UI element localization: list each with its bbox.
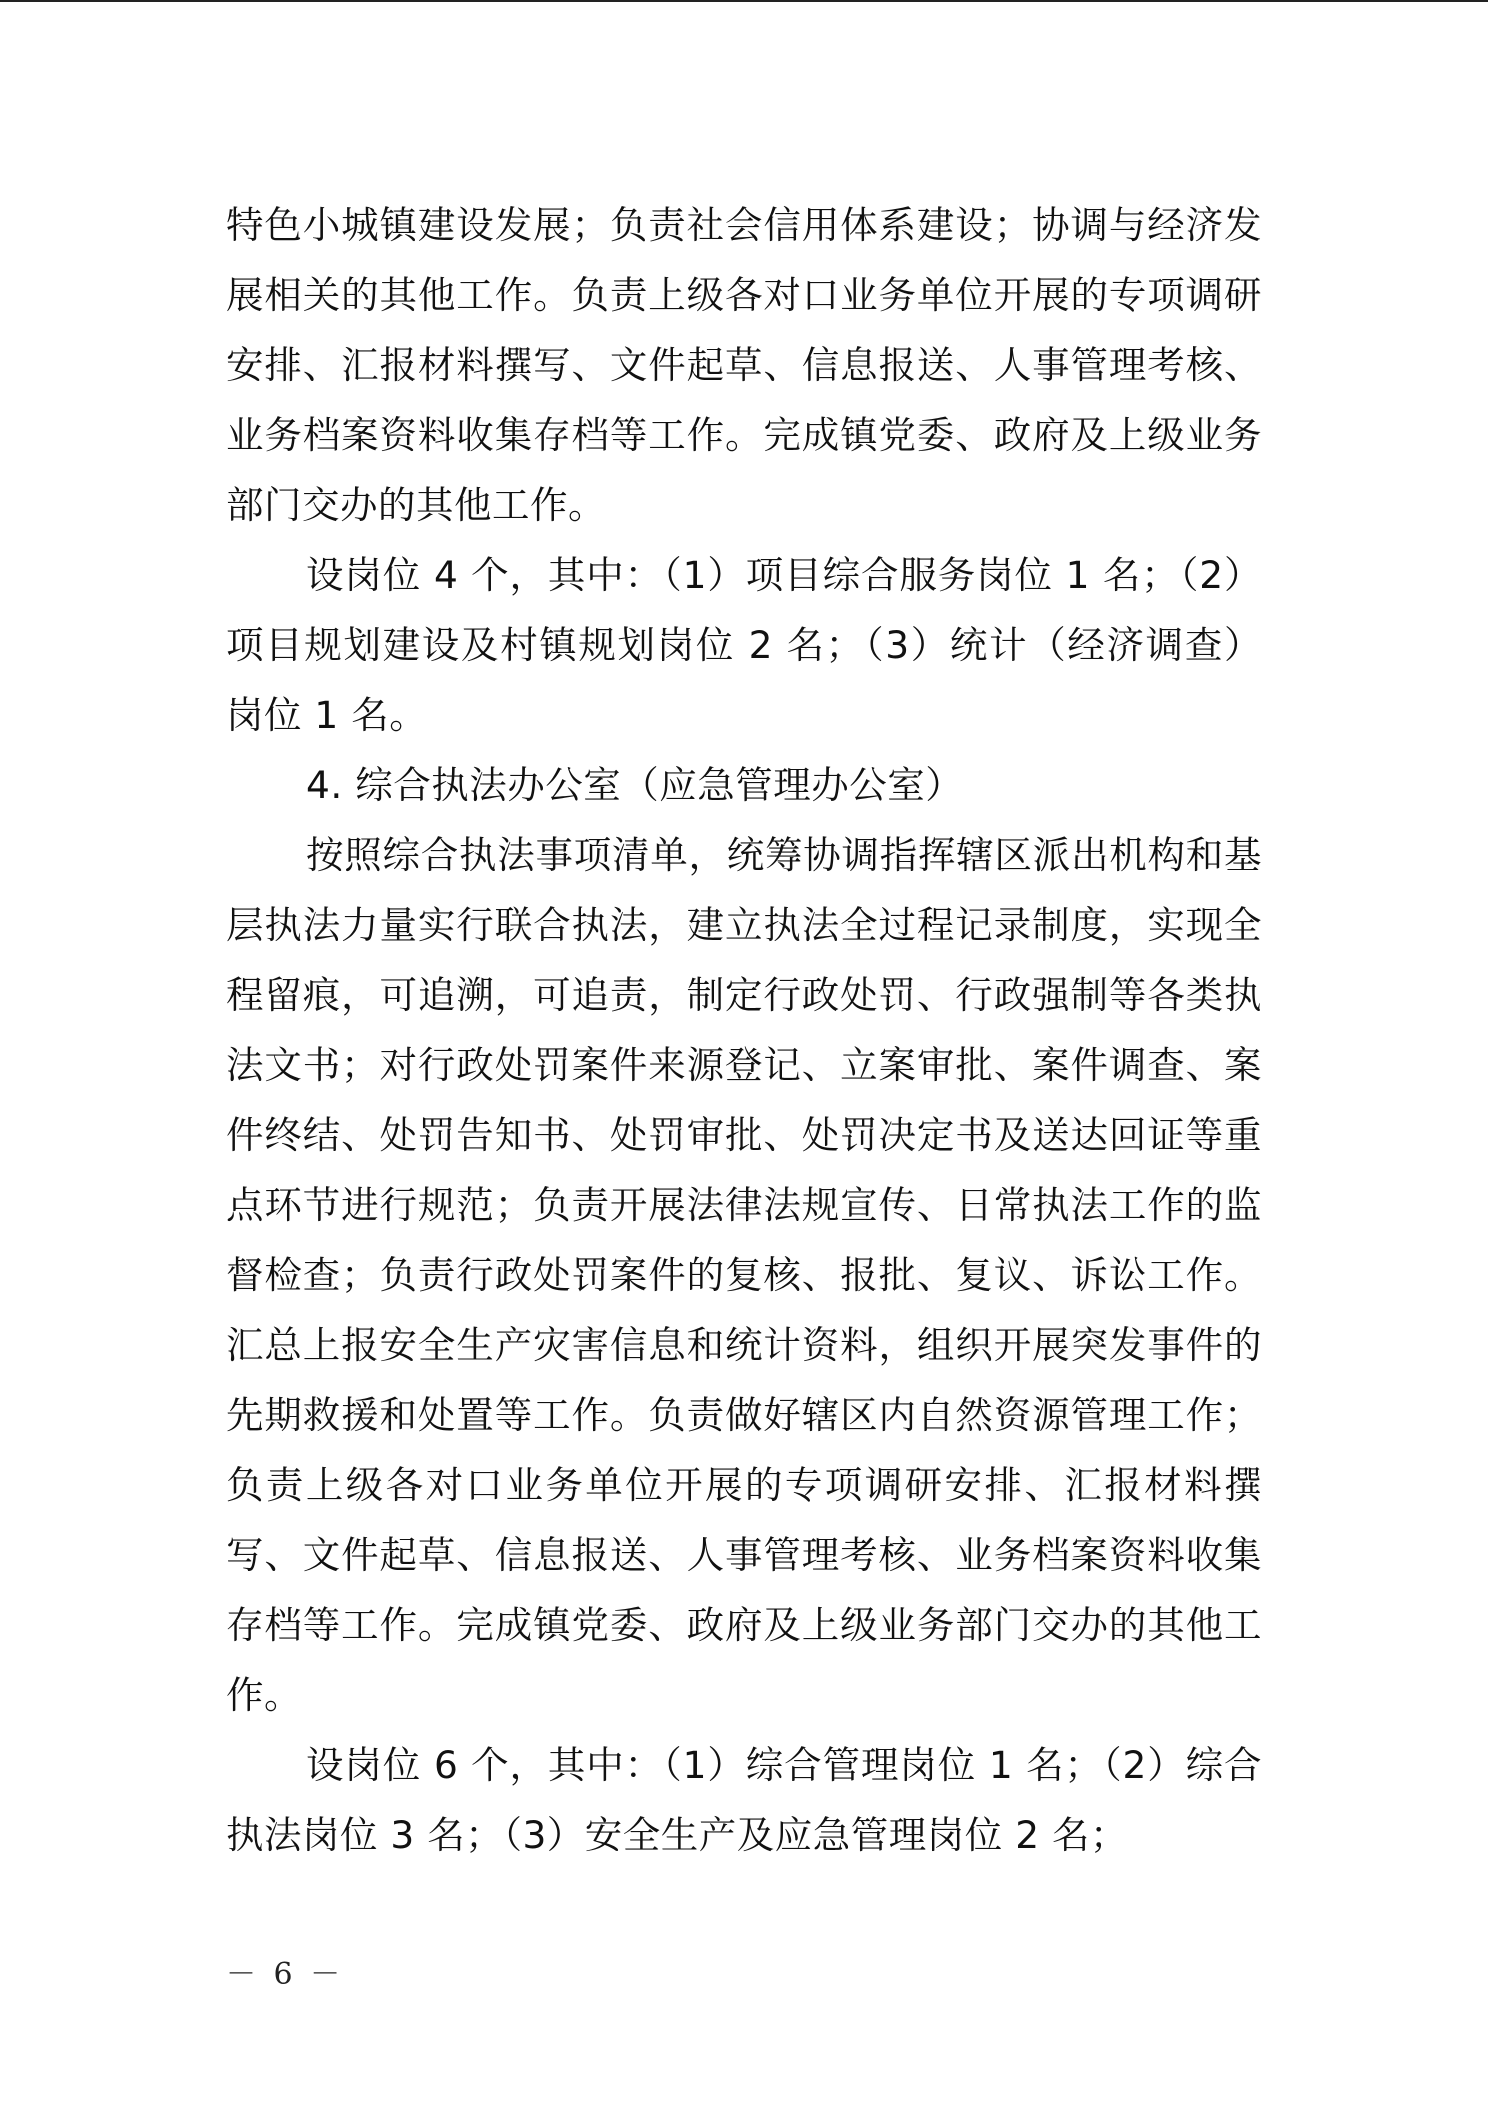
document-body	[226, 190, 1262, 1870]
paragraph-continuation: 特色小城镇建设发展；负责社会信用体系建设；协调与经济发展相关的其他工作。负责上级各对口业务单位开展的专项调研安排、汇报材料撰写、文件起草、信息报送、人事管理考核、业务档案资料收集存档等工作。完成镇党委、政府及上级业务部门交办的其他工作。	[226, 203, 1262, 527]
paragraph-law-enforcement-duties: 按照综合执法事项清单，统筹协调指挥辖区派出机构和基层执法力量实行联合执法，建立执法全过程记录制度，实现全程留痕，可追溯，可追责，制定行政处罚、行政强制等各类执法文书；对行政处罚案件来源登记、立案审批、案件调查、案件终结、处罚告知书、处罚审批、处罚决定书及送达回证等重点环节进行规范；负责开展法律法规宣传、日常执法工作的监督检查；负责行政处罚案件的复核、报批、复议、诉讼工作。汇总上报安全生产灾害信息和统计资料，组织开展突发事件的先期救援和处置等工作。负责做好辖区内自然资源管理工作；负责上级各对口业务单位开展的专项调研安排、汇报材料撰写、文件起草、信息报送、人事管理考核、业务档案资料收集存档等工作。完成镇党委、政府及上级业务部门交办的其他工作。	[226, 833, 1262, 1717]
paragraph-positions-law-enforcement-office: 设岗位 6 个，其中：（1）综合管理岗位 1 名；（2）综合执法岗位 3 名；（3）安全生产及应急管理岗位 2 名；	[226, 1743, 1262, 1857]
page-number: － 6 －	[226, 1957, 345, 1992]
top-border-line	[0, 0, 1488, 2]
paragraph-positions-project-office: 设岗位 4 个，其中：（1）项目综合服务岗位 1 名；（2）项目规划建设及村镇规划岗位 2 名；（3）统计（经济调查）岗位 1 名。	[226, 553, 1262, 737]
section-heading-law-enforcement-office: 4. 综合执法办公室（应急管理办公室）	[306, 763, 964, 807]
